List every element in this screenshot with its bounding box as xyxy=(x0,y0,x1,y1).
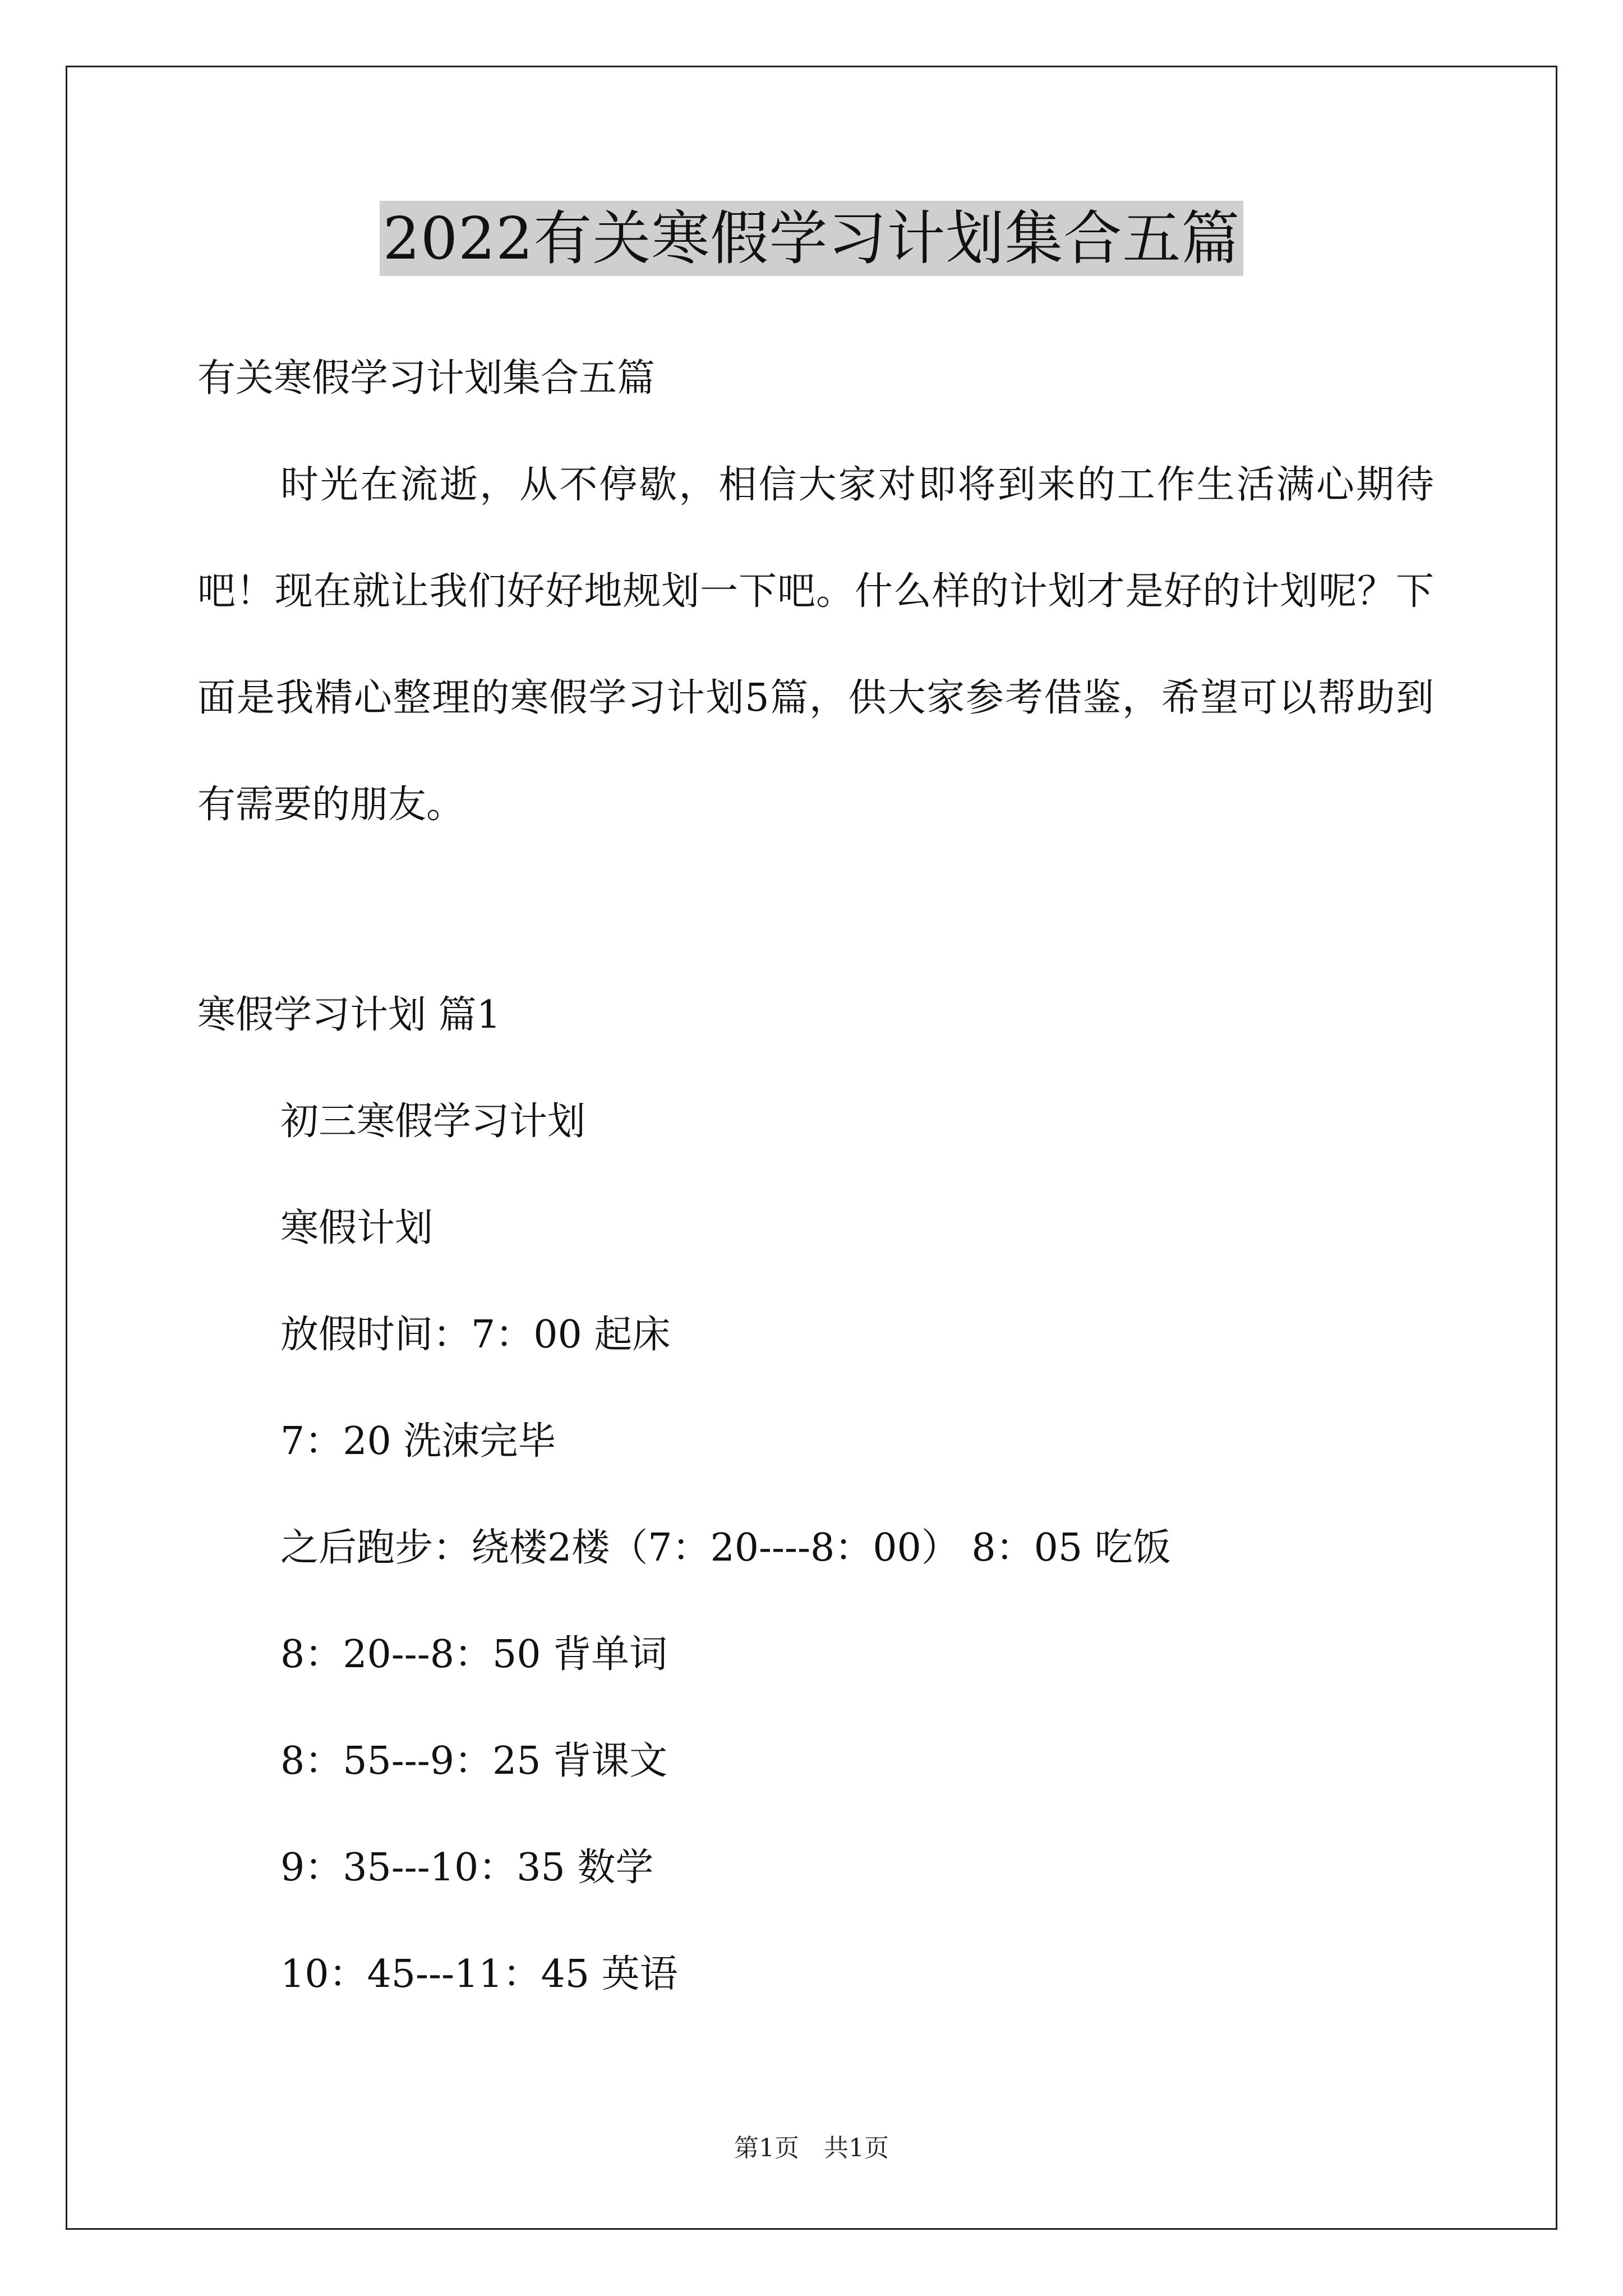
page-footer: 第1页 共1页 xyxy=(734,2134,889,2162)
plan-line: 初三寒假学习计划 xyxy=(280,1099,586,1144)
title-container xyxy=(0,201,1623,276)
plan-line: 8：20---8：50 背单词 xyxy=(280,1632,668,1677)
section-heading: 寒假学习计划 篇1 xyxy=(197,993,501,1037)
document-title: 2022有关寒假学习计划集合五篇 xyxy=(380,201,1244,276)
document-subtitle: 有关寒假学习计划集合五篇 xyxy=(197,356,656,401)
intro-paragraph: 时光在流逝，从不停歇，相信大家对即将到来的工作生活满心期待吧！现在就让我们好好地规划一下吧。什么样的计划才是好的计划呢？下面是我精心整理的寒假学习计划5篇，供大家参考借鉴，希望可以帮助到有需要的朋友。 xyxy=(197,463,1434,827)
plan-line: 9：35---10：35 数学 xyxy=(280,1846,654,1890)
plan-line: 10：45---11：45 英语 xyxy=(280,1952,678,1996)
plan-line: 寒假计划 xyxy=(280,1206,434,1250)
plan-line: 7：20 洗涑完毕 xyxy=(280,1419,556,1464)
plan-line: 之后跑步：绕楼2楼（7：20----8：00） 8：05 吃饭 xyxy=(280,1526,1171,1570)
plan-line: 放假时间：7：00 起床 xyxy=(280,1313,671,1357)
plan-line: 8：55---9：25 背课文 xyxy=(280,1739,668,1783)
